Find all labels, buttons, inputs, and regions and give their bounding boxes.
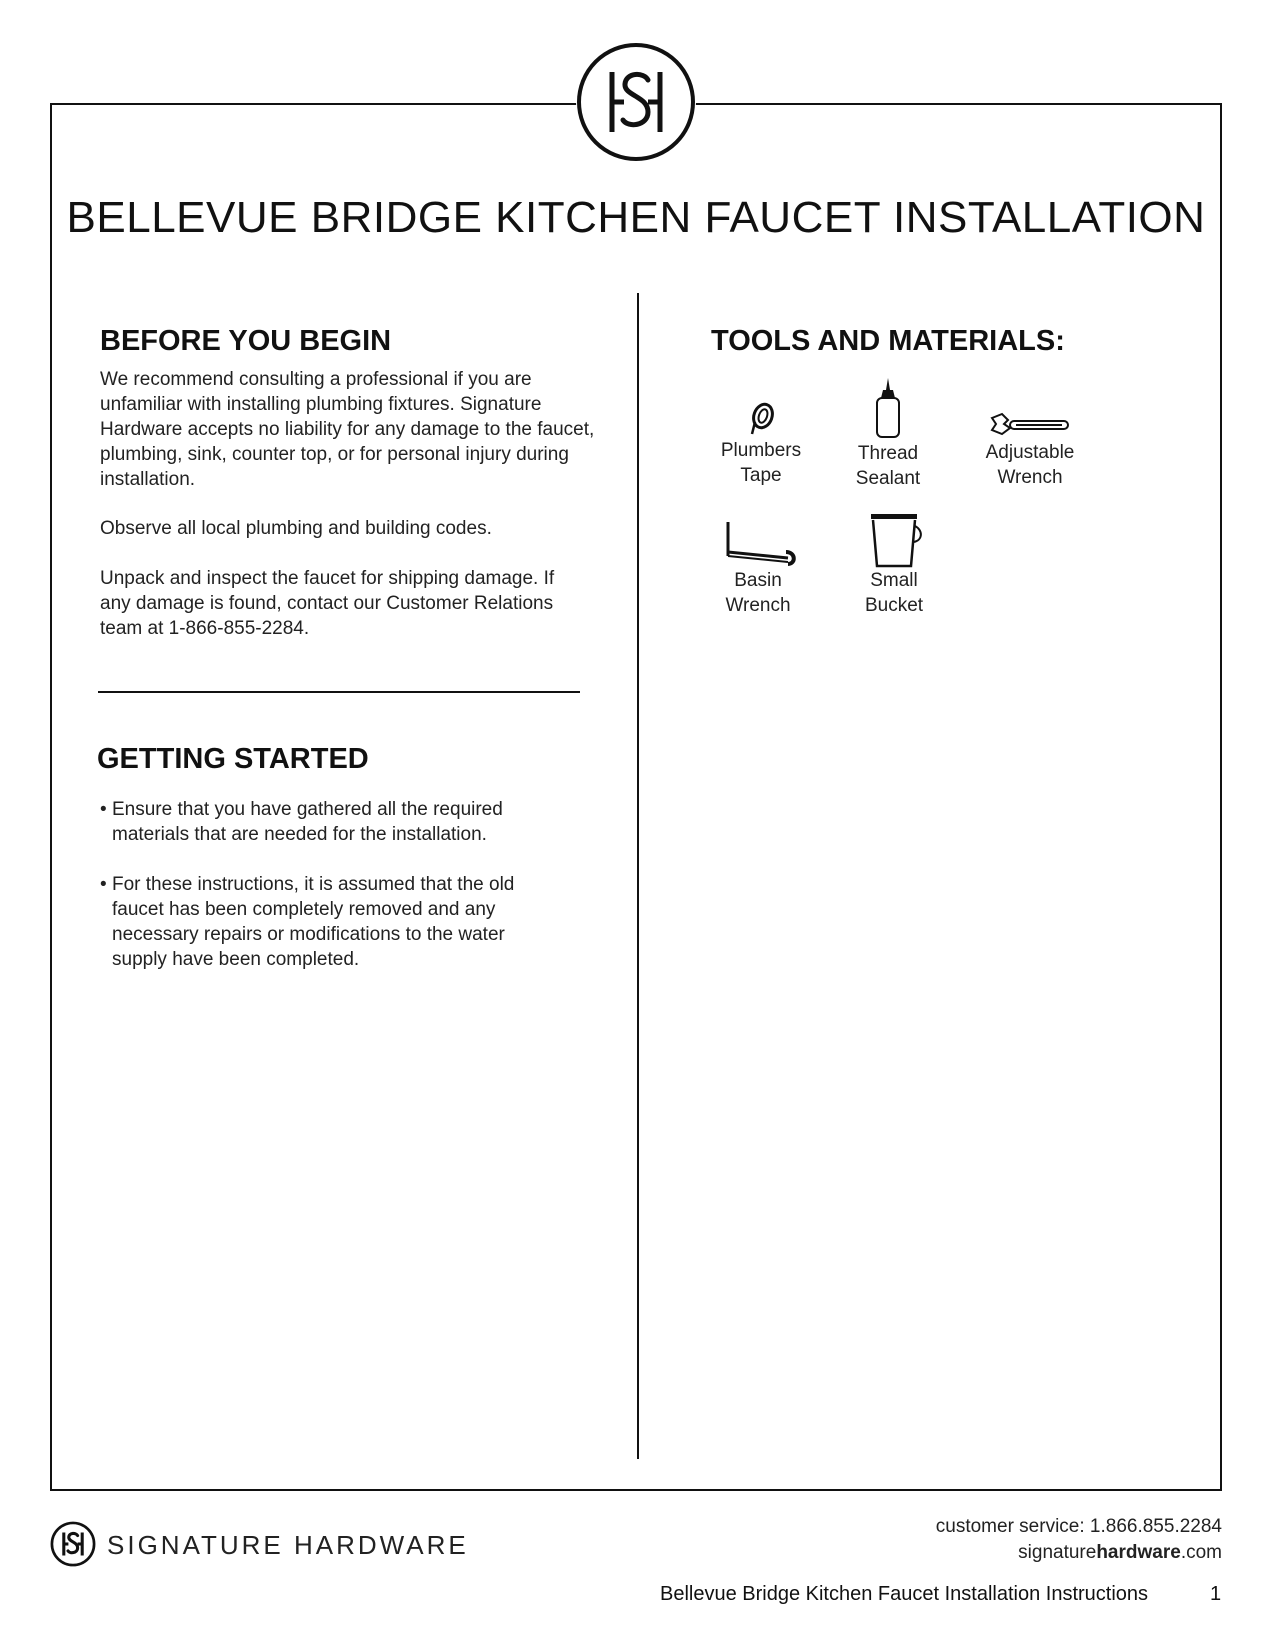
tool-label: Tape: [740, 465, 782, 486]
bullet-text: For these instructions, it is assumed that the old faucet has been completely removed and any necessary repairs or modifications to the water supply have been completed.: [112, 874, 515, 970]
page-number: 1: [1210, 1583, 1222, 1605]
sealant-bottle-icon: [868, 376, 908, 441]
tool-label: Sealant: [855, 468, 921, 489]
page-title: BELLEVUE BRIDGE KITCHEN FAUCET INSTALLATION: [66, 193, 1206, 242]
footer-doc-title: Bellevue Bridge Kitchen Faucet Installation Instructions: [660, 1583, 1149, 1605]
adjustable-wrench-icon: [988, 410, 1072, 440]
bullet-icon: •: [100, 799, 107, 820]
tools-heading: TOOLS AND MATERIALS:: [711, 325, 1065, 357]
inspect-paragraph: Unpack and inspect the faucet for shipping damage. If any damage is found, contact our Customer Relations team at 1-866-855-2284.: [100, 568, 555, 639]
website-link[interactable]: signaturehardware.com: [1018, 1542, 1222, 1563]
tool-item-thread-sealant: [818, 376, 958, 491]
codes-paragraph: Observe all local plumbing and building codes.: [100, 518, 492, 539]
tool-label: Plumbers: [720, 440, 802, 461]
hsi-logo-icon: [576, 42, 696, 162]
column-divider: [637, 293, 639, 1459]
tool-item-basin-wrench: [688, 518, 828, 618]
basin-wrench-icon: [718, 518, 798, 568]
liability-paragraph: We recommend consulting a professional if you are unfamiliar with installing plumbing fixtures. Signature Hardware accepts no liability for any damage to the faucet, plumbing, sink, counter top, or for personal injury during installation.: [100, 369, 595, 490]
tape-icon: [741, 398, 781, 438]
list-item: [100, 872, 560, 972]
bullet-icon: •: [100, 874, 107, 895]
tool-label: Bucket: [864, 595, 924, 616]
brand-name: SIGNATURE HARDWARE: [107, 1530, 469, 1560]
bucket-icon: [864, 512, 924, 568]
bullet-text: Ensure that you have gathered all the required materials that are needed for the installation.: [112, 799, 503, 845]
tool-label: Basin: [734, 570, 782, 591]
tool-item-plumbers-tape: [691, 398, 831, 488]
footer-hsi-logo-icon: [50, 1521, 96, 1572]
section-divider: [98, 691, 580, 693]
list-item: [100, 797, 560, 847]
before-you-begin-heading: BEFORE YOU BEGIN: [100, 325, 392, 357]
tool-label: Thread: [857, 443, 919, 464]
tool-item-adjustable-wrench: [960, 410, 1100, 490]
getting-started-heading: GETTING STARTED: [97, 743, 369, 775]
customer-service-phone: customer service: 1.866.855.2284: [935, 1516, 1222, 1537]
tool-item-small-bucket: [824, 512, 964, 618]
tool-label: Wrench: [725, 595, 791, 616]
tool-label: Small: [870, 570, 918, 591]
tool-label: Wrench: [997, 467, 1063, 488]
customer-service-block: [936, 1514, 1222, 1566]
tool-label: Adjustable: [985, 442, 1075, 463]
